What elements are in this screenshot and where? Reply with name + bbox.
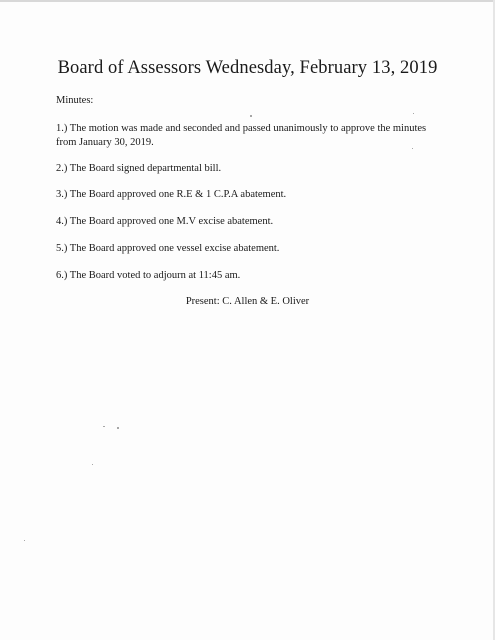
- scan-speck: [92, 464, 93, 465]
- minutes-item-3: 3.) The Board approved one R.E & 1 C.P.A abatement.: [56, 189, 287, 200]
- scan-speck: [413, 113, 414, 114]
- minutes-item-5: 5.) The Board approved one vessel excise abatement.: [56, 243, 280, 254]
- page-title: Board of Assessors Wednesday, February 13, 2019: [57, 58, 438, 78]
- scan-speck: [250, 115, 252, 117]
- minutes-item-6: 6.) The Board voted to adjourn at 11:45 am.: [56, 270, 241, 281]
- present-attendees: Present: C. Allen & E. Oliver: [185, 296, 310, 307]
- scan-top-edge: [0, 0, 495, 2]
- minutes-item-1: 1.) The motion was made and seconded and passed unanimously to approve the minutes from January 30, 2019.: [56, 123, 427, 148]
- scan-speck: [117, 427, 119, 429]
- scan-speck: [103, 426, 105, 427]
- minutes-item-2: 2.) The Board signed departmental bill.: [56, 163, 222, 174]
- scan-speck: [24, 540, 25, 541]
- minutes-label: Minutes:: [56, 95, 94, 106]
- scan-speck: [412, 148, 413, 149]
- minutes-item-4: 4.) The Board approved one M.V excise abatement.: [56, 216, 274, 227]
